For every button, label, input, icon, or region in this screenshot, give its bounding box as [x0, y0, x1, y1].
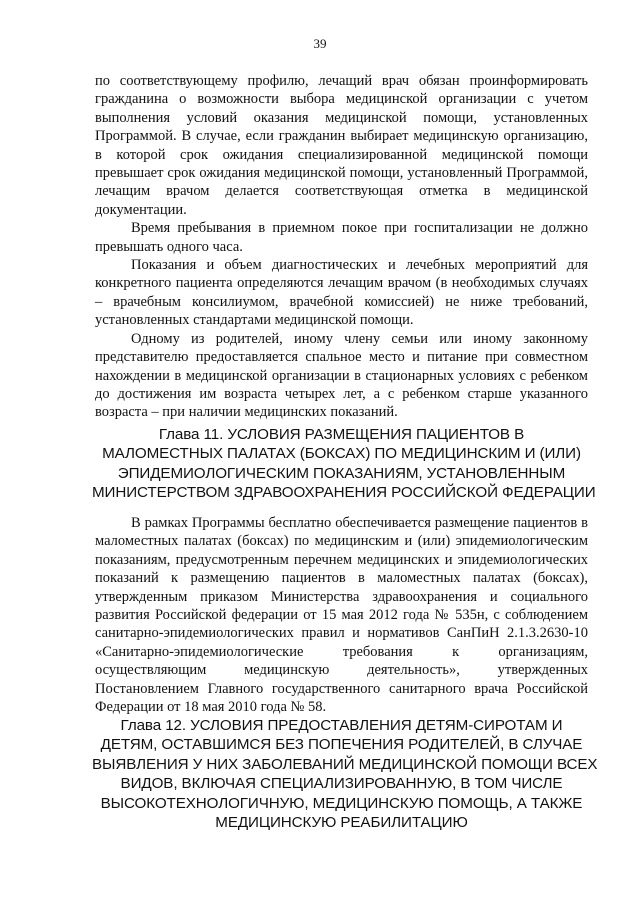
- chapter-12-heading: [92, 716, 598, 832]
- section-top-text: [95, 72, 588, 422]
- heading-line: Глава 12. УСЛОВИЯ ПРЕДОСТАВЛЕНИЯ ДЕТЯМ-СИРОТАМ И: [120, 717, 563, 734]
- heading-line: ЭПИДЕМИОЛОГИЧЕСКИМ ПОКАЗАНИЯМ, УСТАНОВЛЕННЫМ: [117, 464, 566, 482]
- heading-line: ВЫЯВЛЕНИЯ У НИХ ЗАБОЛЕВАНИЙ МЕДИЦИНСКОЙ ПОМОЩИ ВСЕХ: [92, 755, 598, 773]
- chapter-11-text: [95, 514, 588, 716]
- paragraph: Время пребывания в приемном покое при госпитализации не должно превышать одного часа.: [95, 220, 588, 255]
- heading-line: МИНИСТЕРСТВОМ ЗДРАВООХРАНЕНИЯ РОССИЙСКОЙ ФЕДЕРАЦИИ: [92, 484, 596, 502]
- heading-line: ВИДОВ, ВКЛЮЧАЯ СПЕЦИАЛИЗИРОВАННУЮ, В ТОМ ЧИСЛЕ: [120, 775, 563, 793]
- paragraph: Показания и объем диагностических и лечебных мероприятий для конкретного пациента определяются лечащим врачом (в необходимых случаях – врачебным консилиумом, врачебной комиссией) не ниже требований, установленных стандартами медицинской помощи.: [95, 257, 588, 329]
- heading-line: Глава 11. УСЛОВИЯ РАЗМЕЩЕНИЯ ПАЦИЕНТОВ В: [158, 426, 525, 443]
- page-number: 39: [313, 36, 327, 51]
- heading-line: ВЫСОКОТЕХНОЛОГИЧНУЮ, МЕДИЦИНСКУЮ ПОМОЩЬ, А ТАКЖЕ: [100, 794, 583, 812]
- paragraph: по соответствующему профилю, лечащий врач обязан проинформировать гражданина о возможности выбора медицинской организации с учетом выполнения условий оказания медицинской помощи, установленных Программой. В случае, если гражданин выбирает медицинскую организацию, в которой срок ожидания специализированной медицинской помощи превышает срок ожидания медицинской помощи, установленный Программой, лечащим врачом делается соответствующая отметка в медицинской документации.: [95, 73, 588, 218]
- heading-line: ДЕТЯМ, ОСТАВШИМСЯ БЕЗ ПОПЕЧЕНИЯ РОДИТЕЛЕЙ, В СЛУЧАЕ: [100, 736, 583, 754]
- heading-line: МАЛОМЕСТНЫХ ПАЛАТАХ (БОКСАХ) ПО МЕДИЦИНСКИМ И (ИЛИ): [102, 445, 581, 463]
- chapter-11-heading: [92, 425, 596, 503]
- paragraph: Одному из родителей, иному члену семьи или иному законному представителю предоставляется спальное место и питание при совместном нахождении в медицинской организации в стационарных условиях с ребенком до достижения им возраста четырех лет, а с ребенком старше указанного возраста – при наличии медицинских показаний.: [95, 330, 588, 421]
- paragraph: В рамках Программы бесплатно обеспечивается размещение пациентов в маломестных палатах (боксах) по медицинским и (или) эпидемиологическим показаниям, предусмотренным перечнем медицинских и эпидемиологических показаний к размещению пациентов в маломестных палатах (боксах), утвержденным приказом Министерства здравоохранения и социального развития Российской федерации от 15 мая 2012 года № 535н, с соблюдением санитарно-эпидемиологических правил и нормативов СанПиН 2.1.3.2630-10 «Санитарно-эпидемиологические требования к организациям, осуществляющим медицинскую деятельность», утвержденных Постановлением Главного государственного санитарного врача Российской Федерации от 18 мая 2010 года № 58.: [95, 515, 588, 716]
- heading-line: МЕДИЦИНСКУЮ РЕАБИЛИТАЦИЮ: [215, 814, 468, 832]
